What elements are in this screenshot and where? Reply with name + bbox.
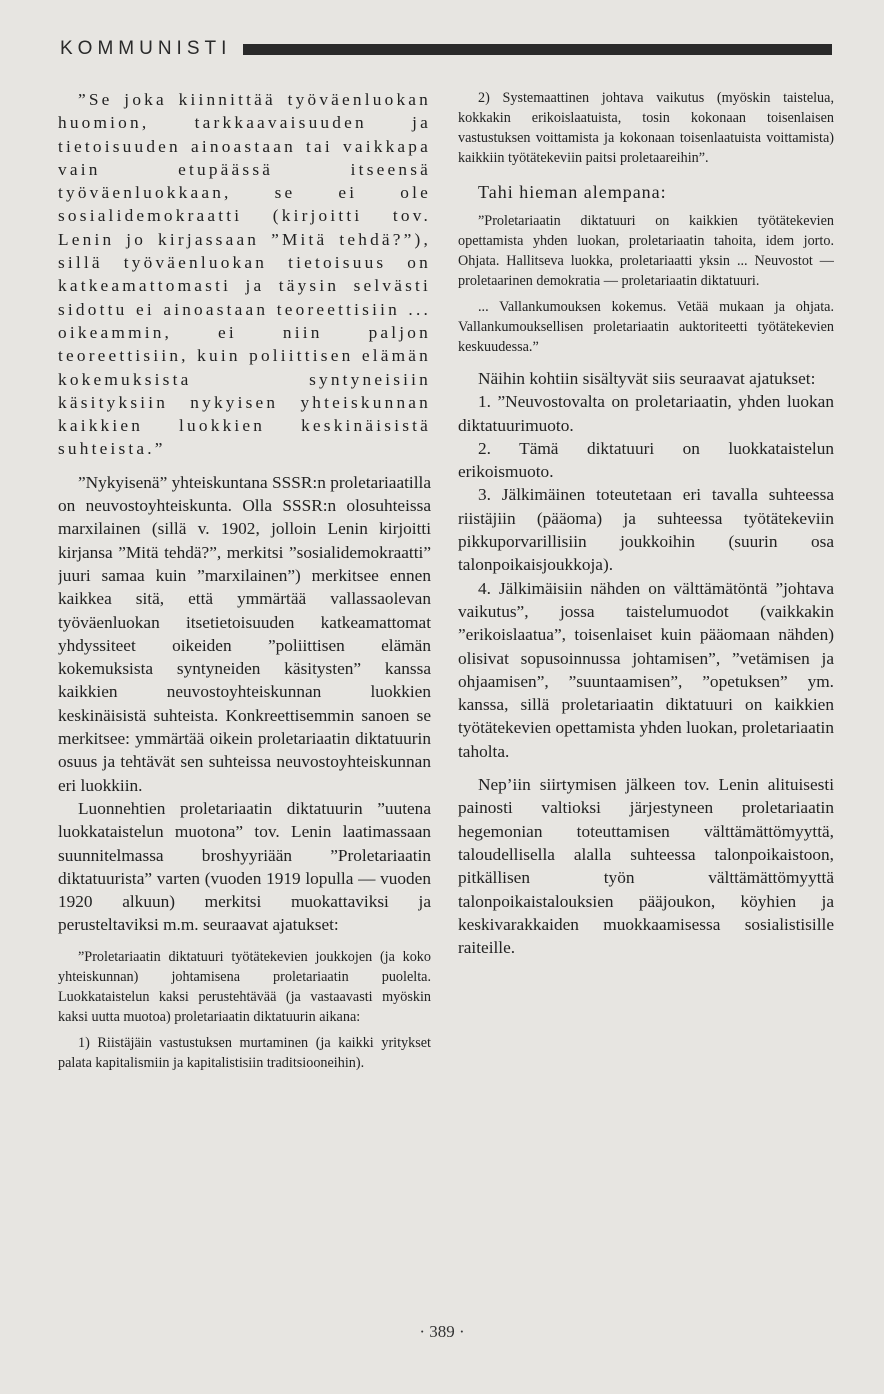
body-paragraph: Nep’iin siirtymisen jälkeen tov. Lenin alituisesti painosti valtioksi järjestyneen proletariaatin hegemonian toteuttamisen välttämättömyyttä, taloudellisella alalla suhteessa talonpoikaistoon, pitkällisen työn välttämättömyyttä talonpoikaistalouksien pääjoukon, köyhien ja keskivarakkaiden muokkaamisessa sosialistisille raiteille.: [458, 775, 834, 958]
block-quote: 2) Systemaattinen johtava vaikutus (myöskin taistelua, kokkakin erikoislaatuista, tosin kokonaan toisenlaisen vastustuksen voittamista ja kokonaan toisenlaatuista voittamista) kaikkiin työtätekeviin paitsi proletaareihin”.: [458, 90, 834, 166]
numbered-item: 1. ”Neuvostovalta on proletariaatin, yhden luokan diktatuurimuoto.: [458, 392, 834, 435]
block-quote: 1) Riistäjäin vastustuksen murtaminen (ja kaikki yritykset palata kapitalismiin ja kapitalistisiin traditsiooneihin).: [58, 1034, 431, 1071]
block-quote: ”Proletariaatin diktatuuri työtätekevien joukkojen (ja koko yhteiskunnan) johtamisena proletariaatin puolelta. Luokkataistelun kaksi perustehtävää (ja vastaavasti myöskin kaksi uutta muotoa) proletariaatin diktatuurin aikana:: [58, 948, 431, 1025]
running-head-title: KOMMUNISTI: [60, 38, 232, 59]
running-header: [60, 34, 832, 64]
numbered-item: 3. Jälkimäinen toteutetaan eri tavalla suhteessa riistäjiin (pääoma) ja suhteessa työtätekeviin pikkuporvarillisiin joukkoihin (suurin osa talonpoikaisjoukkoja).: [458, 485, 834, 575]
body-paragraph: Luonnehtien proletariaatin diktatuurin ”uutena luokkataistelun muotona” tov. Lenin laatimassaan suunnitelmassa broshyyriään ”Proletariaatin diktatuurista” varten (vuoden 1919 lopulla — vuoden 1920 alkuun) merkitsi muokattaviksi ja perusteltaviksi m.m. seuraavat ajatukset:: [58, 798, 431, 935]
page-number: · 389 ·: [419, 1322, 465, 1341]
right-column: [458, 88, 834, 959]
left-column: [58, 88, 431, 1073]
header-rule: [243, 44, 832, 55]
numbered-item: 2. Tämä diktatuuri on luokkataistelun erikoismuoto.: [458, 438, 834, 482]
numbered-item: 4. Jälkimäisiin nähden on välttämätöntä ”johtava vaikutus”, jossa taistelumuodot (vaikkakin ”erikoislaatua”, toisenlaiset kuin pääomaan nähden) olisivat sopusoinnussa johtamisen”, ”vetämisen ja ohjaamisen”, ”suuntaamisen”, ”opetuksen” ym. kanssa, sillä proletariaatin diktatuuri on kaikkien työtätekevien opettamista yhden luokan, proletariaatin taholta.: [458, 578, 834, 761]
subheading: Tahi hieman alempana:: [478, 182, 667, 202]
block-quote: ... Vallankumouksen kokemus. Vetää mukaan ja ohjata. Vallankumouksellisen proletariaatin auktoriteetti työtätekevien keskuudessa.”: [458, 299, 834, 355]
block-quote: ”Proletariaatin diktatuuri on kaikkien työtätekevien opettamista yhden luokan, proletariaatin tahoita, idem jorto. Ohjata. Hallitseva luokka, proletariaatti yksin ... Neuvostot — proletaarinen demokratia — proletariaatin diktatuuri.: [458, 213, 834, 289]
body-paragraph: Näihin kohtiin sisältyvät siis seuraavat ajatukset:: [478, 369, 816, 388]
body-paragraph: ”Nykyisenä” yhteiskuntana SSSR:n proletariaatilla on neuvostoyhteiskunta. Olla SSSR:n olosuhteissa marxilainen (sillä v. 1902, jolloin Lenin kirjoitti kirjansa ”Mitä tehdä?”, merkitsi ”sosialidemokraatti” juuri samaa kuin ”marxilainen”) merkitsee ennen kaikkea sitä, että ymmärtää vallassaolevan työväenluokan itsetietoisuuden katkeamattomat yhdyssiteet oikeiden ”poliittisen elämän kokemuksista syntyneiden käsitysten” kanssa kaikkien neuvostoyhteiskunnan luokkien keskinäisistä suhteista. Konkreettisemmin sanoen se merkitsee: ymmärtää oikein proletariaatin diktatuurin osuus ja tehtävät sen suhteissa neuvostoyhteiskunnan eri luokkiin.: [58, 472, 431, 795]
quote-paragraph: ”Se joka kiinnittää työväenluokan huomion, tarkkaavaisuuden ja tietoisuuden ainoastaan tai vaikkapa vain etupäässä itseensä työväenluokkaan, se ei ole sosialidemokraatti (kirjoitti tov. Lenin jo kirjassaan ”Mitä tehdä?”), sillä työväenluokan tietoisuus on katkeamattomasti ja täysin selvästi sidottu ei ainoastaan teoreettisiin ... oikeammin, ei niin paljon teoreettisiin, kuin poliittisen elämän kokemuksista syntyneisiin käsityksiin nykyisen yhteiskunnan kaikkien luokkien keskinäisistä suhteista.”: [58, 90, 431, 459]
